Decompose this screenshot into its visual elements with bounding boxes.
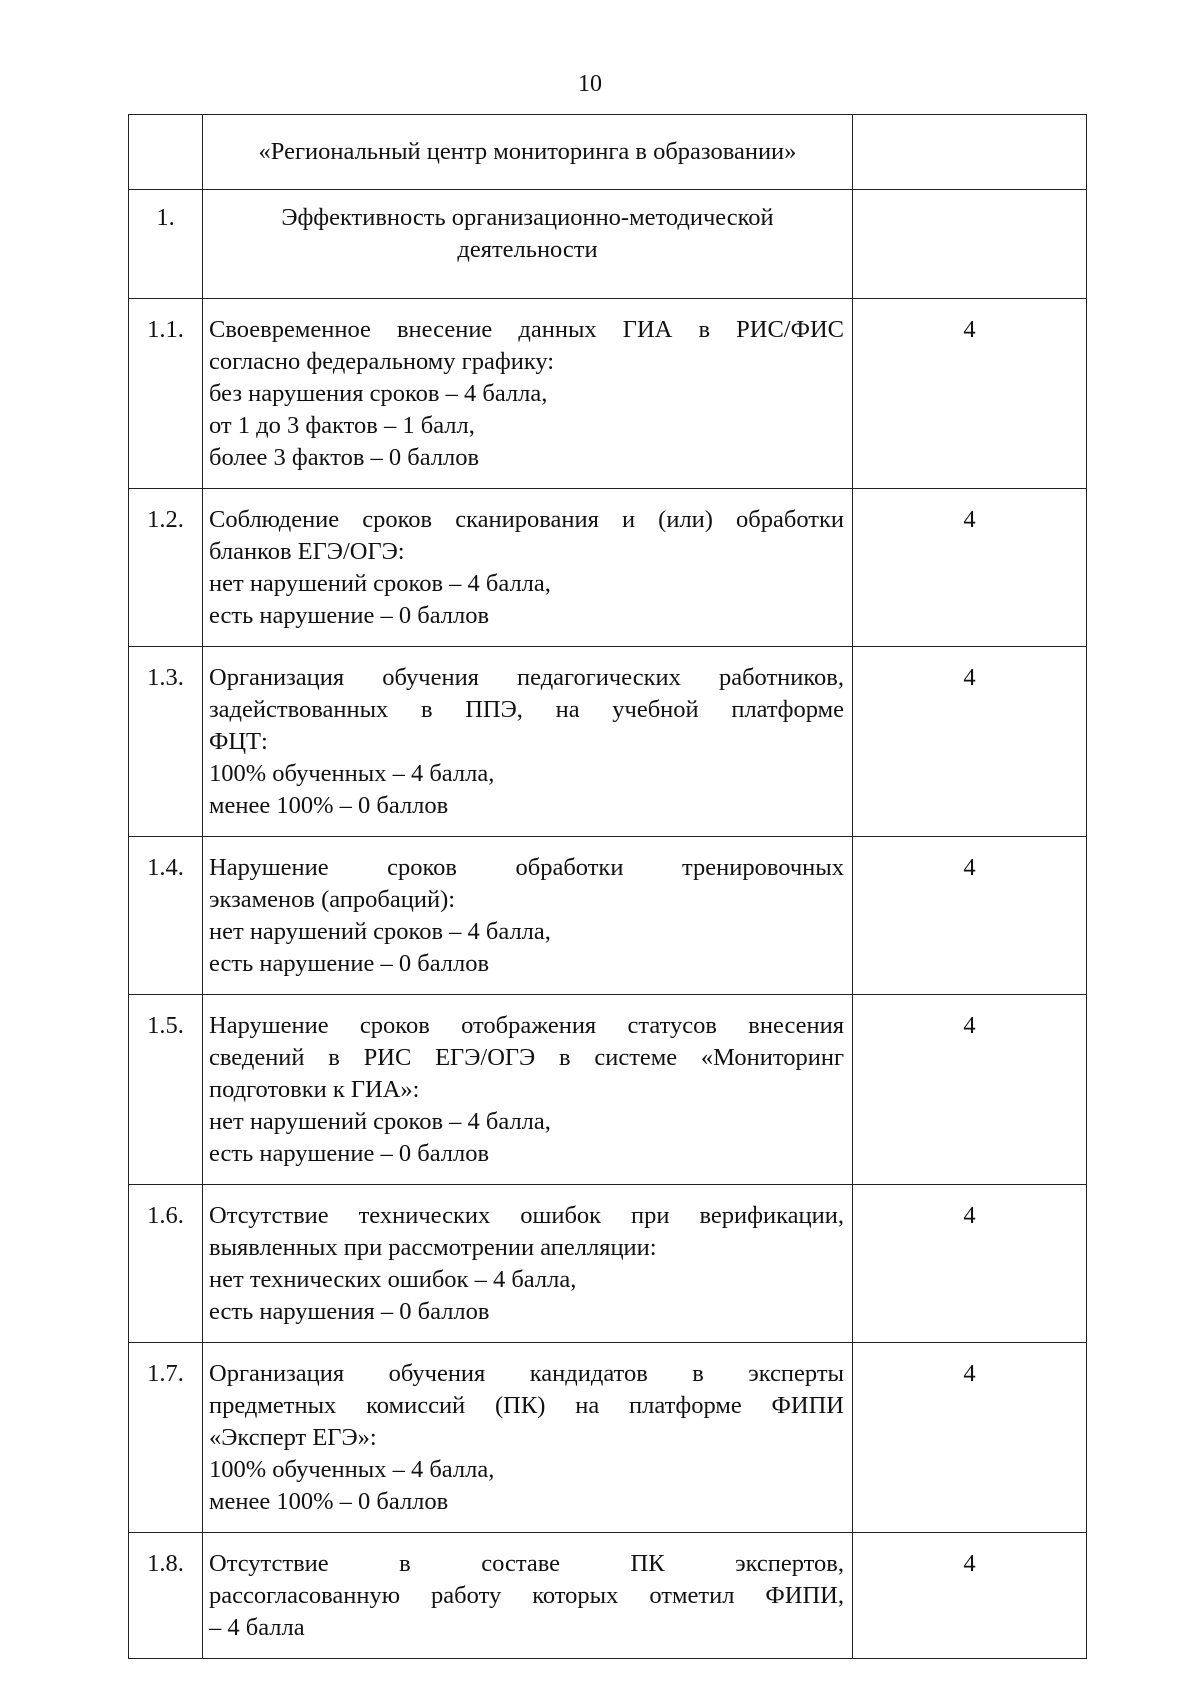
criterion-line: без нарушения сроков – 4 балла,: [209, 380, 548, 407]
criterion-number: 1.7.: [129, 1343, 203, 1533]
criterion-score: 4: [853, 489, 1087, 647]
criterion-line: Отсутствие в составе ПК экспертов,: [209, 1550, 844, 1577]
criterion-number: 1.8.: [129, 1533, 203, 1659]
criterion-line: Нарушение сроков обработки тренировочных: [209, 854, 844, 881]
criterion-score: 4: [853, 1533, 1087, 1659]
criterion-number: 1.1.: [129, 299, 203, 489]
criterion-line: Соблюдение сроков сканирования и (или) обработки: [209, 506, 844, 533]
criterion-line: задействованных в ППЭ, на учебной платформе: [209, 696, 844, 723]
criterion-line: рассогласованную работу которых отметил ФИПИ,: [209, 1582, 844, 1609]
criterion-number: 1.3.: [129, 647, 203, 837]
criterion-line: Нарушение сроков отображения статусов внесения: [209, 1012, 844, 1039]
criterion-score: 4: [853, 647, 1087, 837]
criterion-row: [129, 489, 1087, 647]
criterion-description: [203, 1533, 853, 1659]
criterion-score: 4: [853, 837, 1087, 995]
criterion-line: подготовки к ГИА»:: [209, 1076, 420, 1103]
criterion-score: 4: [853, 299, 1087, 489]
criterion-line: бланков ЕГЭ/ОГЭ:: [209, 538, 405, 565]
organization-score-cell: [853, 115, 1087, 190]
criterion-row: [129, 1185, 1087, 1343]
criterion-description: [203, 995, 853, 1185]
section-title: Эффективность организационно-методической деятельности: [203, 190, 853, 299]
criterion-line: есть нарушение – 0 баллов: [209, 950, 490, 977]
criterion-number: 1.4.: [129, 837, 203, 995]
criterion-line: менее 100% – 0 баллов: [209, 1488, 449, 1515]
section-score-cell: [853, 190, 1087, 299]
criterion-line: менее 100% – 0 баллов: [209, 792, 449, 819]
criterion-line: от 1 до 3 фактов – 1 балл,: [209, 412, 475, 439]
criterion-line: Организация обучения кандидатов в эксперты: [209, 1360, 844, 1387]
criterion-line: 100% обученных – 4 балла,: [209, 1456, 495, 1483]
criterion-row: [129, 1343, 1087, 1533]
criterion-description: [203, 1343, 853, 1533]
section-row: [129, 190, 1087, 299]
organization-number-cell: [129, 115, 203, 190]
criterion-line: Своевременное внесение данных ГИА в РИС/ФИС: [209, 316, 844, 343]
criterion-line: выявленных при рассмотрении апелляции:: [209, 1234, 657, 1261]
criterion-row: [129, 299, 1087, 489]
criterion-description: [203, 299, 853, 489]
criterion-line: «Эксперт ЕГЭ»:: [209, 1424, 377, 1451]
criterion-line: нет технических ошибок – 4 балла,: [209, 1266, 577, 1293]
criterion-number: 1.2.: [129, 489, 203, 647]
criterion-line: есть нарушение – 0 баллов: [209, 602, 490, 629]
criterion-score: 4: [853, 1185, 1087, 1343]
criterion-line: нет нарушений сроков – 4 балла,: [209, 1108, 551, 1135]
criterion-line: нет нарушений сроков – 4 балла,: [209, 918, 551, 945]
criterion-score: 4: [853, 995, 1087, 1185]
organization-row: [129, 115, 1087, 190]
criterion-description: [203, 489, 853, 647]
criterion-line: нет нарушений сроков – 4 балла,: [209, 570, 551, 597]
criterion-row: [129, 837, 1087, 995]
criterion-score: 4: [853, 1343, 1087, 1533]
criterion-line: есть нарушение – 0 баллов: [209, 1140, 490, 1167]
criterion-line: ФЦТ:: [209, 728, 268, 755]
criterion-line: сведений в РИС ЕГЭ/ОГЭ в системе «Мониторинг: [209, 1044, 844, 1071]
criterion-line: – 4 балла: [209, 1614, 305, 1641]
criterion-line: Отсутствие технических ошибок при верификации,: [209, 1202, 844, 1229]
criteria-table: [128, 114, 1087, 1659]
criterion-row: [129, 1533, 1087, 1659]
criterion-line: согласно федеральному графику:: [209, 348, 555, 375]
criterion-line: 100% обученных – 4 балла,: [209, 760, 495, 787]
criterion-row: [129, 647, 1087, 837]
criterion-line: экзаменов (апробаций):: [209, 886, 456, 913]
criterion-line: Организация обучения педагогических работников,: [209, 664, 844, 691]
criterion-number: 1.5.: [129, 995, 203, 1185]
criterion-line: более 3 фактов – 0 баллов: [209, 444, 480, 471]
section-number: 1.: [129, 190, 203, 299]
criterion-description: [203, 1185, 853, 1343]
criterion-line: есть нарушения – 0 баллов: [209, 1298, 490, 1325]
criterion-row: [129, 995, 1087, 1185]
criterion-line: предметных комиссий (ПК) на платформе ФИПИ: [209, 1392, 844, 1419]
page-number: 10: [578, 71, 602, 97]
criterion-description: [203, 647, 853, 837]
organization-title: «Региональный центр мониторинга в образовании»: [203, 115, 853, 190]
criterion-number: 1.6.: [129, 1185, 203, 1343]
criterion-description: [203, 837, 853, 995]
